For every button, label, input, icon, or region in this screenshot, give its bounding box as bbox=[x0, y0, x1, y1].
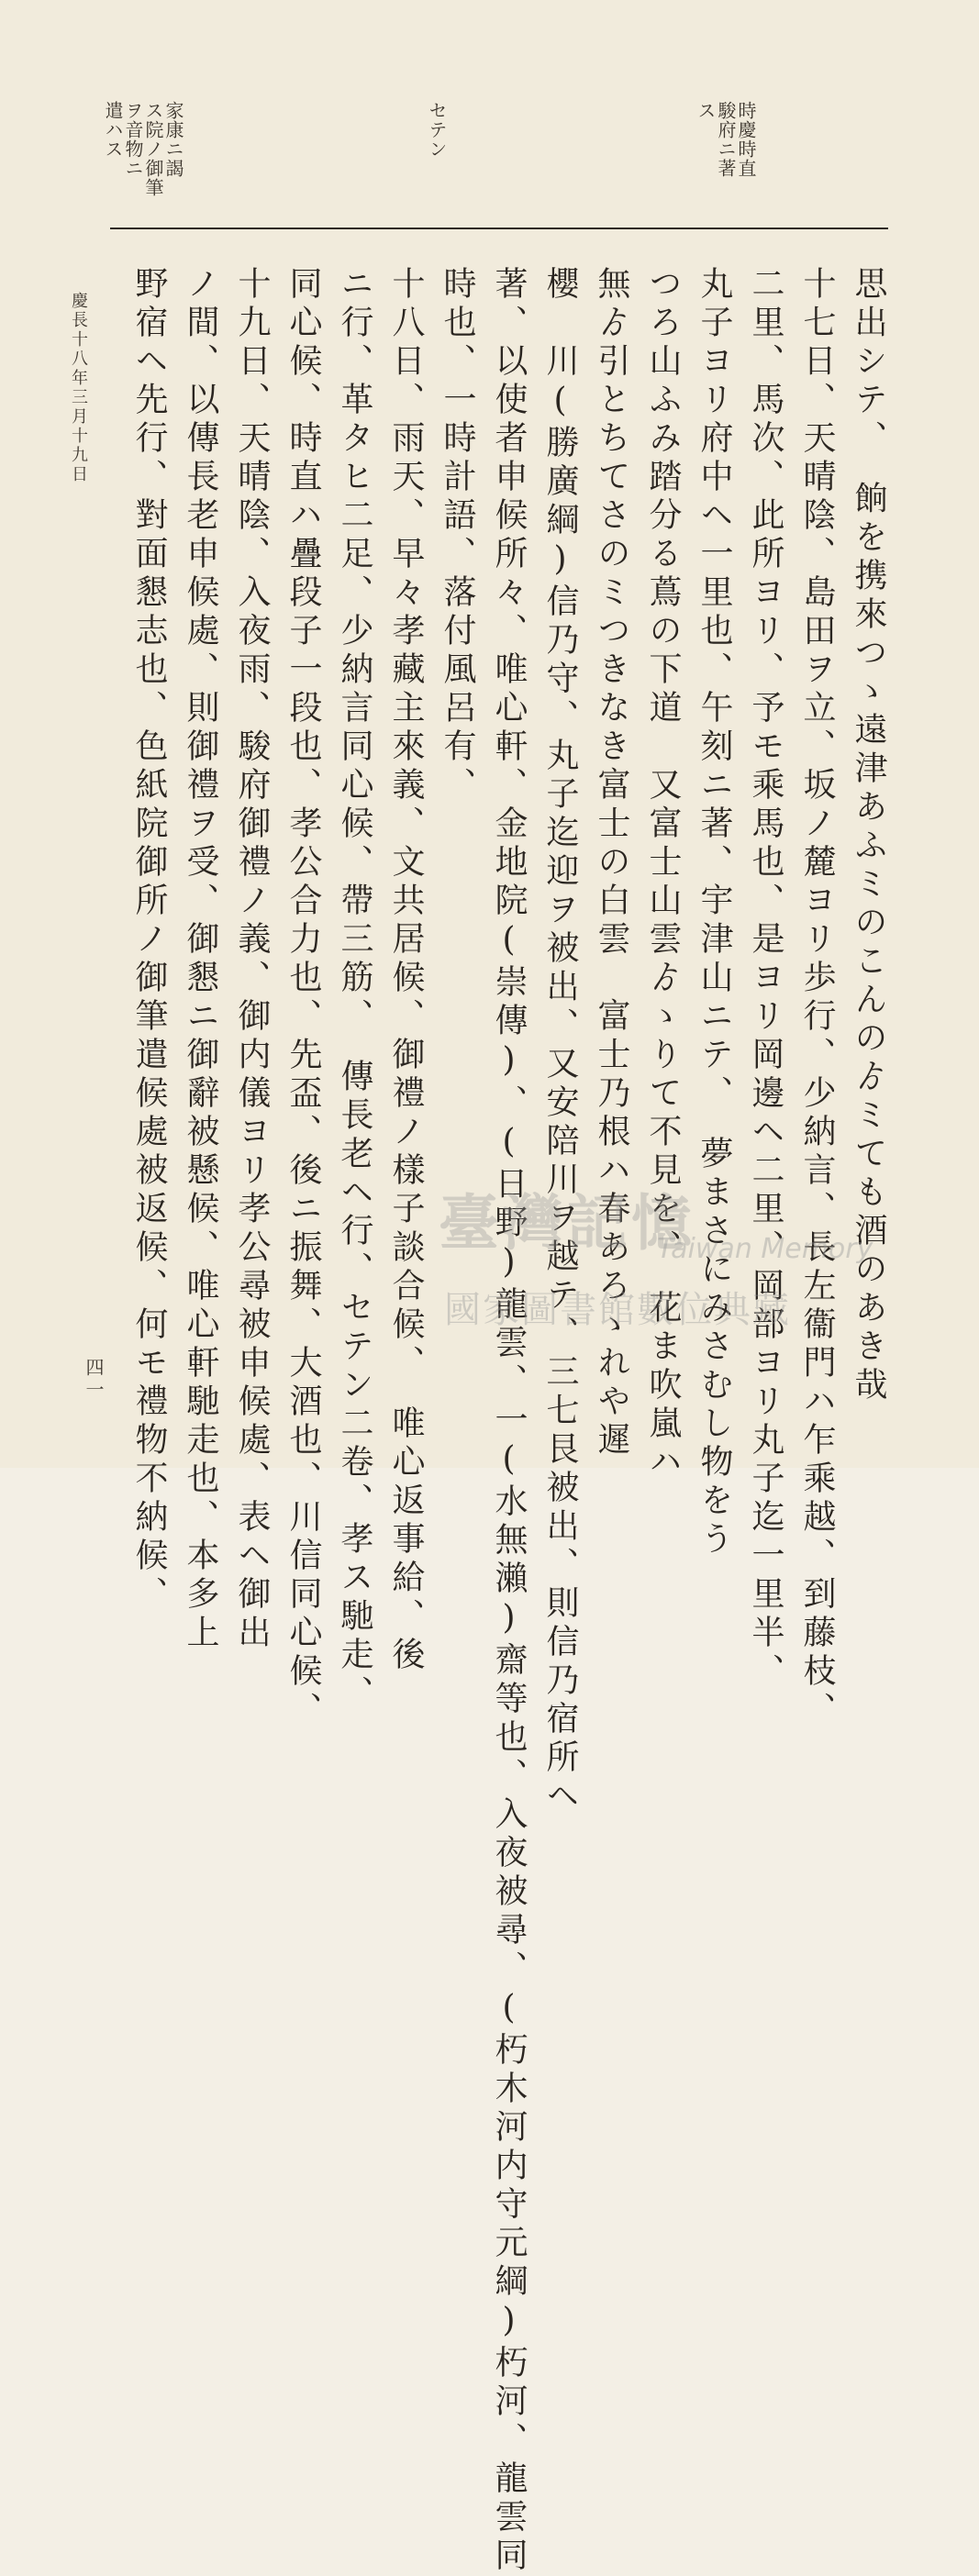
headnote-line: セテン bbox=[426, 101, 448, 159]
headnote-3 bbox=[103, 101, 184, 197]
body-column: 櫻 川(勝廣綱)信乃守、丸子迄迎ヲ被出、又安陪川ヲ越テ、三七艮被出、則信乃宿所ヘ bbox=[541, 266, 579, 1816]
page-number: 四一 bbox=[83, 1358, 105, 1402]
headnote-line: 家康ニ謁 bbox=[162, 101, 184, 178]
header-rule bbox=[110, 228, 888, 229]
watermark-title: 臺灣記憶 bbox=[439, 1187, 695, 1259]
body-column: 十九日、天晴陰、入夜雨、駿府御禮ノ義、御内儀ヨリ孝公尋被申候處、表ヘ御出 bbox=[233, 266, 271, 1653]
headnote-line: ス bbox=[695, 101, 717, 120]
body-column: つろ山ふみ踏分る蔦の下道 又富士山雲ゟゝりて不見を、 花ま吹嵐ハ bbox=[644, 266, 682, 1482]
body-column: 十七日、天晴陰、島田ヲ立、坂ノ麓ヨリ歩行、少納言、長左衞門ハ乍乘越、到藤枝、 bbox=[798, 266, 836, 1730]
headnote-2 bbox=[427, 101, 447, 159]
headnote-line: ス院ノ御筆 bbox=[142, 101, 164, 197]
watermark-institution: 國家圖書館數位典藏 bbox=[444, 1289, 791, 1331]
body-column: ニ行、革タヒ二足、少納言同心候、帶三筋、 傳長老ヘ行、セテン二卷、孝ス馳走、 bbox=[336, 266, 373, 1714]
body-column: 同心候、時直ハ疊段子一段也、孝公合力也、先盃、後ニ振舞、大酒也、川信同心候、 bbox=[284, 266, 322, 1730]
body-column: 丸子ヨリ府中ヘ一里也、午刻ニ著、宇津山ニテ、 夢まさにみさむし物をう bbox=[695, 266, 733, 1560]
watermark-english: Taiwan Memory bbox=[657, 1233, 873, 1265]
headnote-line: ヲ音物ニ bbox=[122, 101, 144, 178]
body-column: 二里、馬次、此所ヨリ、予モ乘馬也、是ヨリ岡邊ヘ二里、岡部ヨリ丸子迄一里半、 bbox=[747, 266, 784, 1692]
body-column: 野宿ヘ先行、對面懇志也、色紙院御所ノ御筆遣候處被返候、何モ禮物不納候、 bbox=[130, 266, 168, 1615]
headnote-line: 遣ハス bbox=[102, 101, 124, 159]
body-column: 無ゟ引とちてさのミつきなき富士の白雲 富士乃根ハ春あろゝれや遲 bbox=[593, 266, 630, 1460]
running-head: 慶長十八年三月十九日 bbox=[69, 292, 88, 484]
headnote-line: 時慶時直 bbox=[735, 101, 757, 178]
body-column: 十八日、雨天、早々孝藏主來義、文共居候、御禮ノ樣子談合候、 唯心返事給、後 bbox=[387, 266, 425, 1675]
body-column: ノ間、以傳長老申候處、則御禮ヲ受、御懇ニ御辭被懸候、唯心軒馳走也、本多上 bbox=[182, 266, 219, 1653]
headnote-1 bbox=[695, 101, 756, 178]
body-column: 時也、一時計語、落付風呂有、 bbox=[439, 266, 476, 805]
headnote-line: 駿府ニ著 bbox=[715, 101, 737, 178]
body-column: 思出シテ、 餉を携來つゝ遠津あふミのこんのゟミても酒のあき哉 bbox=[850, 266, 887, 1405]
body-column: 著、以使者申候所々、唯心軒、金地院(崇傳)、(日野)龍雲、一(水無瀨)齋等也、入夜被尋、(朽木河内守元綱)朽河、龍雲同 bbox=[490, 266, 528, 2576]
